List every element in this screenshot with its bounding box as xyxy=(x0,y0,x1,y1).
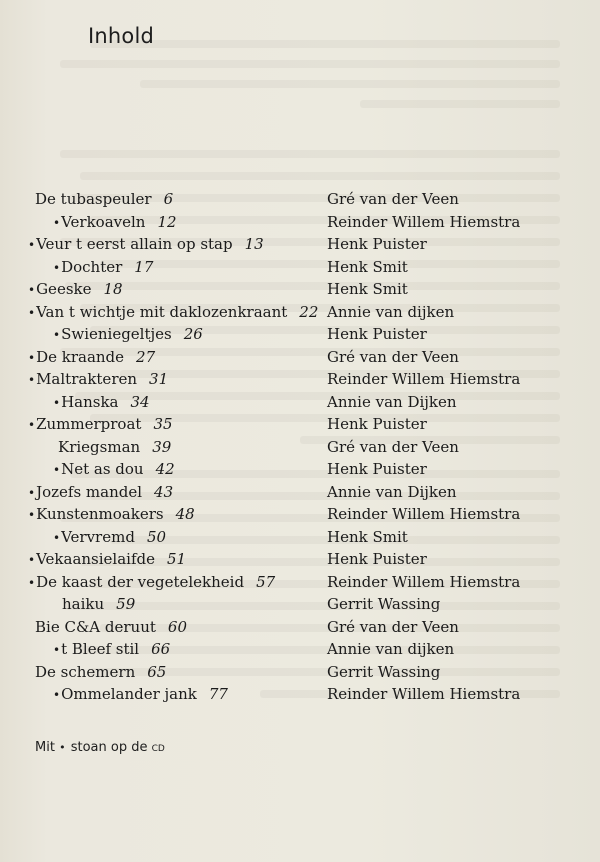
toc-entry-page: 22 xyxy=(299,302,319,321)
bullet-icon: • xyxy=(53,463,61,477)
toc-row xyxy=(0,413,600,436)
toc-entry-page: 6 xyxy=(163,190,174,208)
bullet-icon: • xyxy=(28,418,36,432)
toc-entry-page: 57 xyxy=(256,572,276,591)
toc-entry-page: 59 xyxy=(116,595,136,613)
bullet-icon: • xyxy=(53,688,61,702)
toc-row xyxy=(0,683,600,706)
toc-entry xyxy=(28,481,173,504)
bullet-icon: • xyxy=(53,530,61,545)
bullet-icon: • xyxy=(28,553,36,567)
toc-row xyxy=(0,301,600,324)
toc-entry xyxy=(53,638,170,661)
toc-entry-page: 34 xyxy=(130,392,150,411)
toc-entry xyxy=(28,368,168,391)
toc-entry-title: Vervremd xyxy=(61,527,135,546)
toc-entry xyxy=(62,593,135,615)
toc-entry-title: Kriegsman xyxy=(58,437,141,456)
bullet-icon: • xyxy=(53,328,61,342)
toc-entry-title: Vekaansielaifde xyxy=(36,550,155,568)
toc-entry-page: 39 xyxy=(152,437,172,456)
toc-entry xyxy=(53,211,177,234)
toc-row xyxy=(0,593,600,616)
bullet-icon: • xyxy=(28,350,36,365)
toc-entry-author: Reinder Willem Hiemstra xyxy=(327,212,521,231)
toc-row xyxy=(0,391,600,414)
toc-entry-author: Henk Puister xyxy=(327,235,427,253)
toc-entry-title: Jozefs mandel xyxy=(36,482,143,501)
toc-entry-author: Gerrit Wassing xyxy=(327,662,441,681)
toc-row xyxy=(0,256,600,279)
toc-entry xyxy=(35,188,173,210)
toc-row xyxy=(0,346,600,369)
toc-entry-title: Swieniegeltjes xyxy=(61,325,172,343)
toc-entry-page: 13 xyxy=(244,235,264,253)
toc-entry-page: 50 xyxy=(146,527,167,546)
toc-row xyxy=(0,503,600,526)
toc-row xyxy=(0,458,600,481)
toc-entry-author: Annie van dijken xyxy=(327,302,455,321)
toc-entry-title: Verkoaveln xyxy=(61,212,146,231)
toc-entry-page: 17 xyxy=(134,257,154,276)
toc-entry xyxy=(28,301,318,324)
page-title: Inhold xyxy=(88,24,155,48)
footnote-text-end: stoan op de xyxy=(70,740,148,755)
toc-entry xyxy=(28,278,123,301)
toc-row xyxy=(0,616,600,639)
toc-entry xyxy=(28,233,264,256)
toc-row xyxy=(0,278,600,301)
toc-entry-title: De tubaspeuler xyxy=(35,190,152,208)
bullet-icon: • xyxy=(53,215,61,230)
toc-entry xyxy=(53,458,175,481)
toc-entry-page: 35 xyxy=(153,415,173,433)
toc-entry-author: Henk Smit xyxy=(327,257,408,276)
toc-row xyxy=(0,638,600,661)
toc-entry-author: Henk Puister xyxy=(327,460,427,478)
toc-entry xyxy=(35,616,187,638)
toc-entry-author: Reinder Willem Hiemstra xyxy=(327,505,521,523)
toc-entry-title: Kunstenmoakers xyxy=(36,505,164,523)
toc-row xyxy=(0,211,600,234)
toc-entry-page: 42 xyxy=(155,460,175,478)
toc-entry-page: 66 xyxy=(151,640,171,658)
toc-entry-author: Annie van dijken xyxy=(327,640,455,658)
bullet-icon: • xyxy=(53,260,61,275)
footnote-cd-label: cd xyxy=(151,740,165,755)
toc-entry-page: 18 xyxy=(103,280,123,298)
toc-entry-title: Ommelander jank xyxy=(61,685,197,703)
toc-entry-title: Maltrakteren xyxy=(36,370,138,388)
footnote xyxy=(35,740,165,755)
toc-entry-author: Annie van Dijken xyxy=(327,482,457,501)
toc-entry xyxy=(53,323,203,346)
toc-entry-page: 31 xyxy=(149,370,169,388)
toc-row xyxy=(0,661,600,684)
bullet-icon: • xyxy=(28,305,36,320)
toc-entry xyxy=(53,683,228,706)
footnote-text-start: Mit xyxy=(35,740,55,755)
bullet-icon: • xyxy=(28,508,36,522)
toc-row xyxy=(0,436,600,459)
toc-entry-author: Reinder Willem Hiemstra xyxy=(327,685,521,703)
toc-entry-page: 77 xyxy=(208,685,228,703)
toc-entry-title: Bie C&A deruut xyxy=(35,617,156,636)
toc-entry-page: 26 xyxy=(183,325,203,343)
toc-row xyxy=(0,188,600,211)
bullet-icon: • xyxy=(28,373,36,387)
toc-entry-author: Gré van der Veen xyxy=(327,347,459,366)
toc-entry-title: De kraande xyxy=(36,347,125,366)
bullet-icon: • xyxy=(53,395,61,410)
toc-entry-author: Reinder Willem Hiemstra xyxy=(327,370,521,388)
toc-entry-author: Henk Puister xyxy=(327,550,427,568)
toc-row xyxy=(0,368,600,391)
bullet-icon: • xyxy=(28,283,36,297)
toc-entry-author: Gré van der Veen xyxy=(327,617,459,636)
toc-entry-page: 12 xyxy=(157,212,177,231)
toc-row xyxy=(0,233,600,256)
toc-entry-title: Veur t eerst allain op stap xyxy=(36,235,233,253)
toc-entry xyxy=(53,526,166,549)
bullet-icon: • xyxy=(28,575,36,590)
toc-entry-page: 48 xyxy=(175,505,195,523)
toc-entry xyxy=(28,503,195,526)
toc-entry-title: t Bleef stil xyxy=(61,640,140,658)
toc-entry xyxy=(28,346,155,369)
toc-entry-title: Hanska xyxy=(61,392,119,411)
toc-entry xyxy=(28,548,186,571)
toc-entry xyxy=(28,413,173,436)
toc-entry-title: haiku xyxy=(62,595,105,613)
toc-entry-page: 27 xyxy=(136,347,156,366)
toc-entry-author: Gré van der Veen xyxy=(327,437,459,456)
toc-entry-author: Henk Puister xyxy=(327,325,427,343)
bullet-icon: • xyxy=(28,485,36,500)
bullet-icon: • xyxy=(59,741,66,754)
toc-entry-title: Zummerproat xyxy=(36,415,142,433)
toc-entry-title: Geeske xyxy=(36,280,92,298)
toc-entry xyxy=(35,661,166,683)
toc-row xyxy=(0,548,600,571)
bullet-icon: • xyxy=(28,238,36,252)
toc-entry-author: Gerrit Wassing xyxy=(327,595,441,613)
toc-entry xyxy=(28,571,275,594)
toc-row xyxy=(0,571,600,594)
toc-entry-title: Net as dou xyxy=(61,460,144,478)
toc-entry xyxy=(53,391,150,414)
bullet-icon: • xyxy=(53,643,61,657)
toc-entry xyxy=(53,256,153,279)
toc-row xyxy=(0,323,600,346)
toc-entry-title: De kaast der vegetelekheid xyxy=(36,572,245,591)
toc-entry-page: 51 xyxy=(167,550,187,568)
toc-entry-title: Dochter xyxy=(61,257,123,276)
toc-entry-author: Henk Smit xyxy=(327,527,408,546)
toc-entry-title: Van t wichtje mit daklozenkraant xyxy=(36,302,288,321)
toc-entry-author: Reinder Willem Hiemstra xyxy=(327,572,521,591)
toc-entry-author: Henk Puister xyxy=(327,415,427,433)
toc-entry-title: De schemern xyxy=(35,662,136,681)
toc-entry-page: 60 xyxy=(167,617,187,636)
toc-entry-author: Gré van der Veen xyxy=(327,190,459,208)
toc-entry-author: Annie van Dijken xyxy=(327,392,457,411)
table-of-contents xyxy=(0,188,600,706)
toc-entry-page: 65 xyxy=(147,662,167,681)
toc-entry-page: 43 xyxy=(154,482,174,501)
toc-entry xyxy=(58,436,171,458)
toc-row xyxy=(0,481,600,504)
toc-row xyxy=(0,526,600,549)
toc-entry-author: Henk Smit xyxy=(327,280,408,298)
